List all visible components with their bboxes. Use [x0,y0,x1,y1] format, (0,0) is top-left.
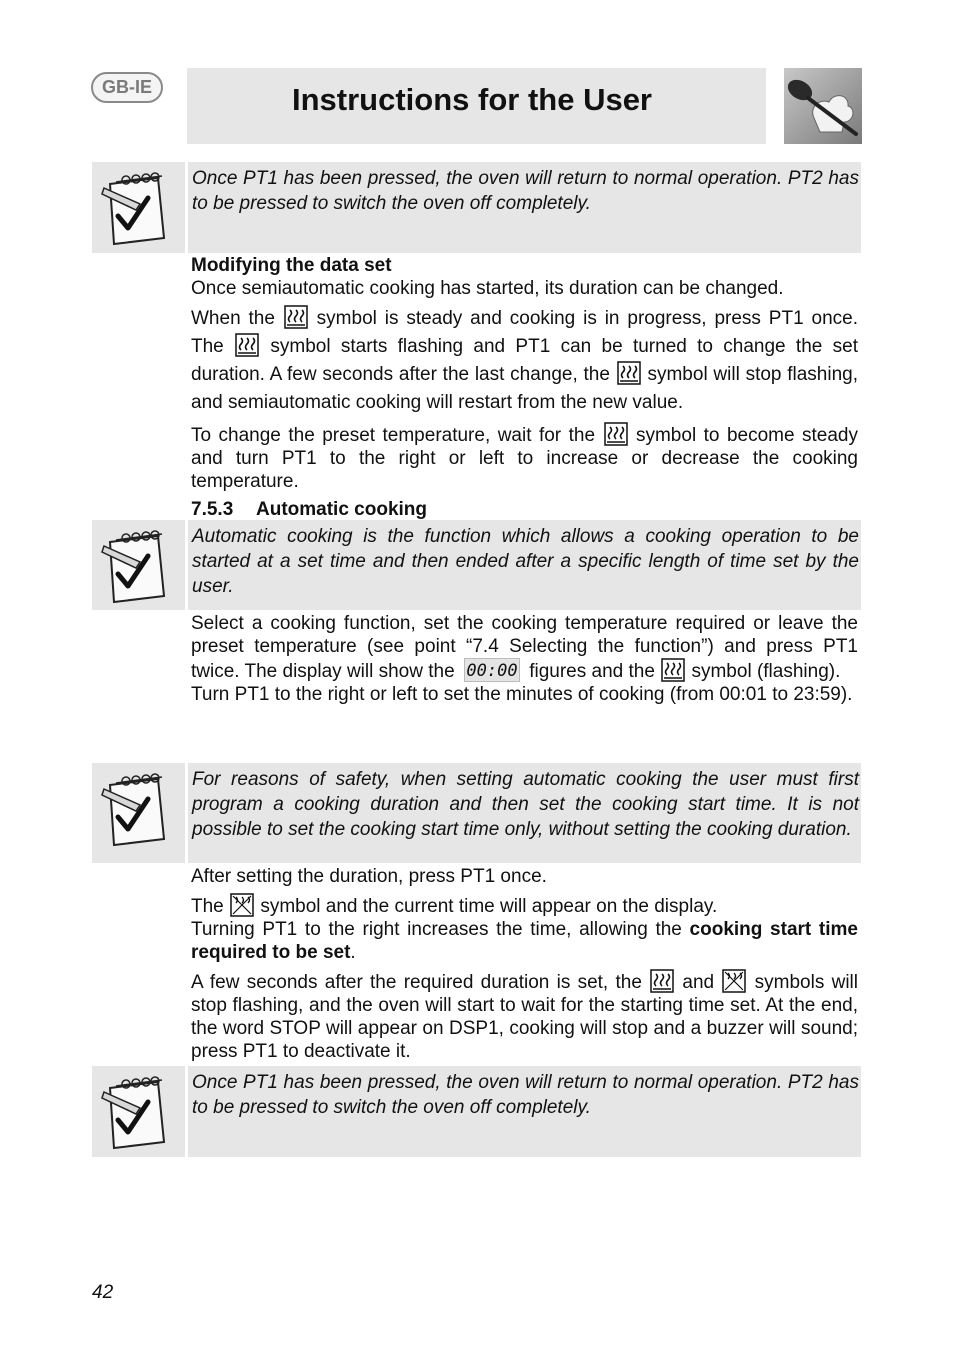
chef-logo-icon [784,68,862,144]
note-text: For reasons of safety, when setting automatic cooking the user must first program a cooking duration and then set the cooking start time. It is not possible to set the cooking start time only, without setting the cooking duration. [192,769,859,840]
section-number: 7.5.3 [191,499,234,520]
heat-symbol-icon [617,361,641,385]
automatic-section [191,612,858,706]
paragraph: A few seconds after the required duration is set, the and symbols will stop flashing, and the oven will start to wait for the starting time set. At the end, the word STOP will appear on DSP1, cooking will stop and a buzzer will sound; press PT1 to deactivate it. [191,969,858,1063]
note-icon-cell [92,520,185,610]
page-number: 42 [92,1282,114,1303]
notepad-icon [100,769,174,847]
note-text-cell [188,1066,861,1157]
start-time-section [191,865,858,1063]
heat-symbol-icon [284,305,308,329]
modify-section [191,254,858,521]
note-box [92,1066,861,1157]
note-text-cell [188,763,861,863]
paragraph: When the symbol is steady and cooking is in progress, press PT1 once. The symbol starts flashing and PT1 can be turned to change the set duration. A few seconds after the last change, the symbol will stop flashing, and semiautomatic cooking will restart from the new value. [191,305,858,417]
page-title: Instructions for the User [292,82,652,117]
note-icon-cell [92,1066,185,1157]
paragraph: Select a cooking function, set the cooking temperature required or leave the preset temperature (see point “7.4 Selecting the function”) and press PT1 twice. The display will show the 00:00 figures and the symbol (flashing). [191,613,858,682]
heat-symbol-icon [604,422,628,446]
paragraph: The symbol and the current time will appear on the display. [191,893,858,918]
note-icon-cell [92,763,185,863]
language-badge: GB-IE [91,72,163,103]
start-time-symbol-icon [722,969,746,993]
notepad-icon [100,526,174,604]
note-icon-cell [92,162,185,253]
start-time-symbol-icon [230,893,254,917]
heat-symbol-icon [235,333,259,357]
paragraph: After setting the duration, press PT1 once. [191,866,547,887]
paragraph: Turning PT1 to the right increases the time, allowing the cooking start time required to be set. [191,919,858,963]
note-box [92,520,861,610]
paragraph: Turn PT1 to the right or left to set the minutes of cooking (from 00:01 to 23:59). [191,684,853,705]
display-figures-icon [464,658,520,682]
subheading: Modifying the data set [191,255,392,276]
section-heading [191,498,858,521]
notepad-icon [100,168,174,246]
note-text-cell [188,520,861,610]
note-box [92,763,861,863]
notepad-icon [100,1072,174,1150]
note-box [92,162,861,253]
heat-symbol-icon [661,658,685,682]
note-text: Once PT1 has been pressed, the oven will return to normal operation. PT2 has to be pressed to switch the oven off completely. [192,1072,859,1118]
heat-symbol-icon [650,969,674,993]
note-text: Automatic cooking is the function which allows a cooking operation to be started at a set time and then ended after a specific length of time set by the user. [192,526,859,597]
section-title: Automatic cooking [256,499,428,520]
svg-text:00:00: 00:00 [466,661,518,681]
note-text-cell [188,162,861,253]
paragraph: To change the preset temperature, wait for the symbol to become steady and turn PT1 to the right or left to increase or decrease the cooking temperature. [191,422,858,493]
paragraph: Once semiautomatic cooking has started, its duration can be changed. [191,278,784,299]
header-bar [187,68,766,144]
note-text: Once PT1 has been pressed, the oven will return to normal operation. PT2 has to be pressed to switch the oven off completely. [192,168,859,214]
